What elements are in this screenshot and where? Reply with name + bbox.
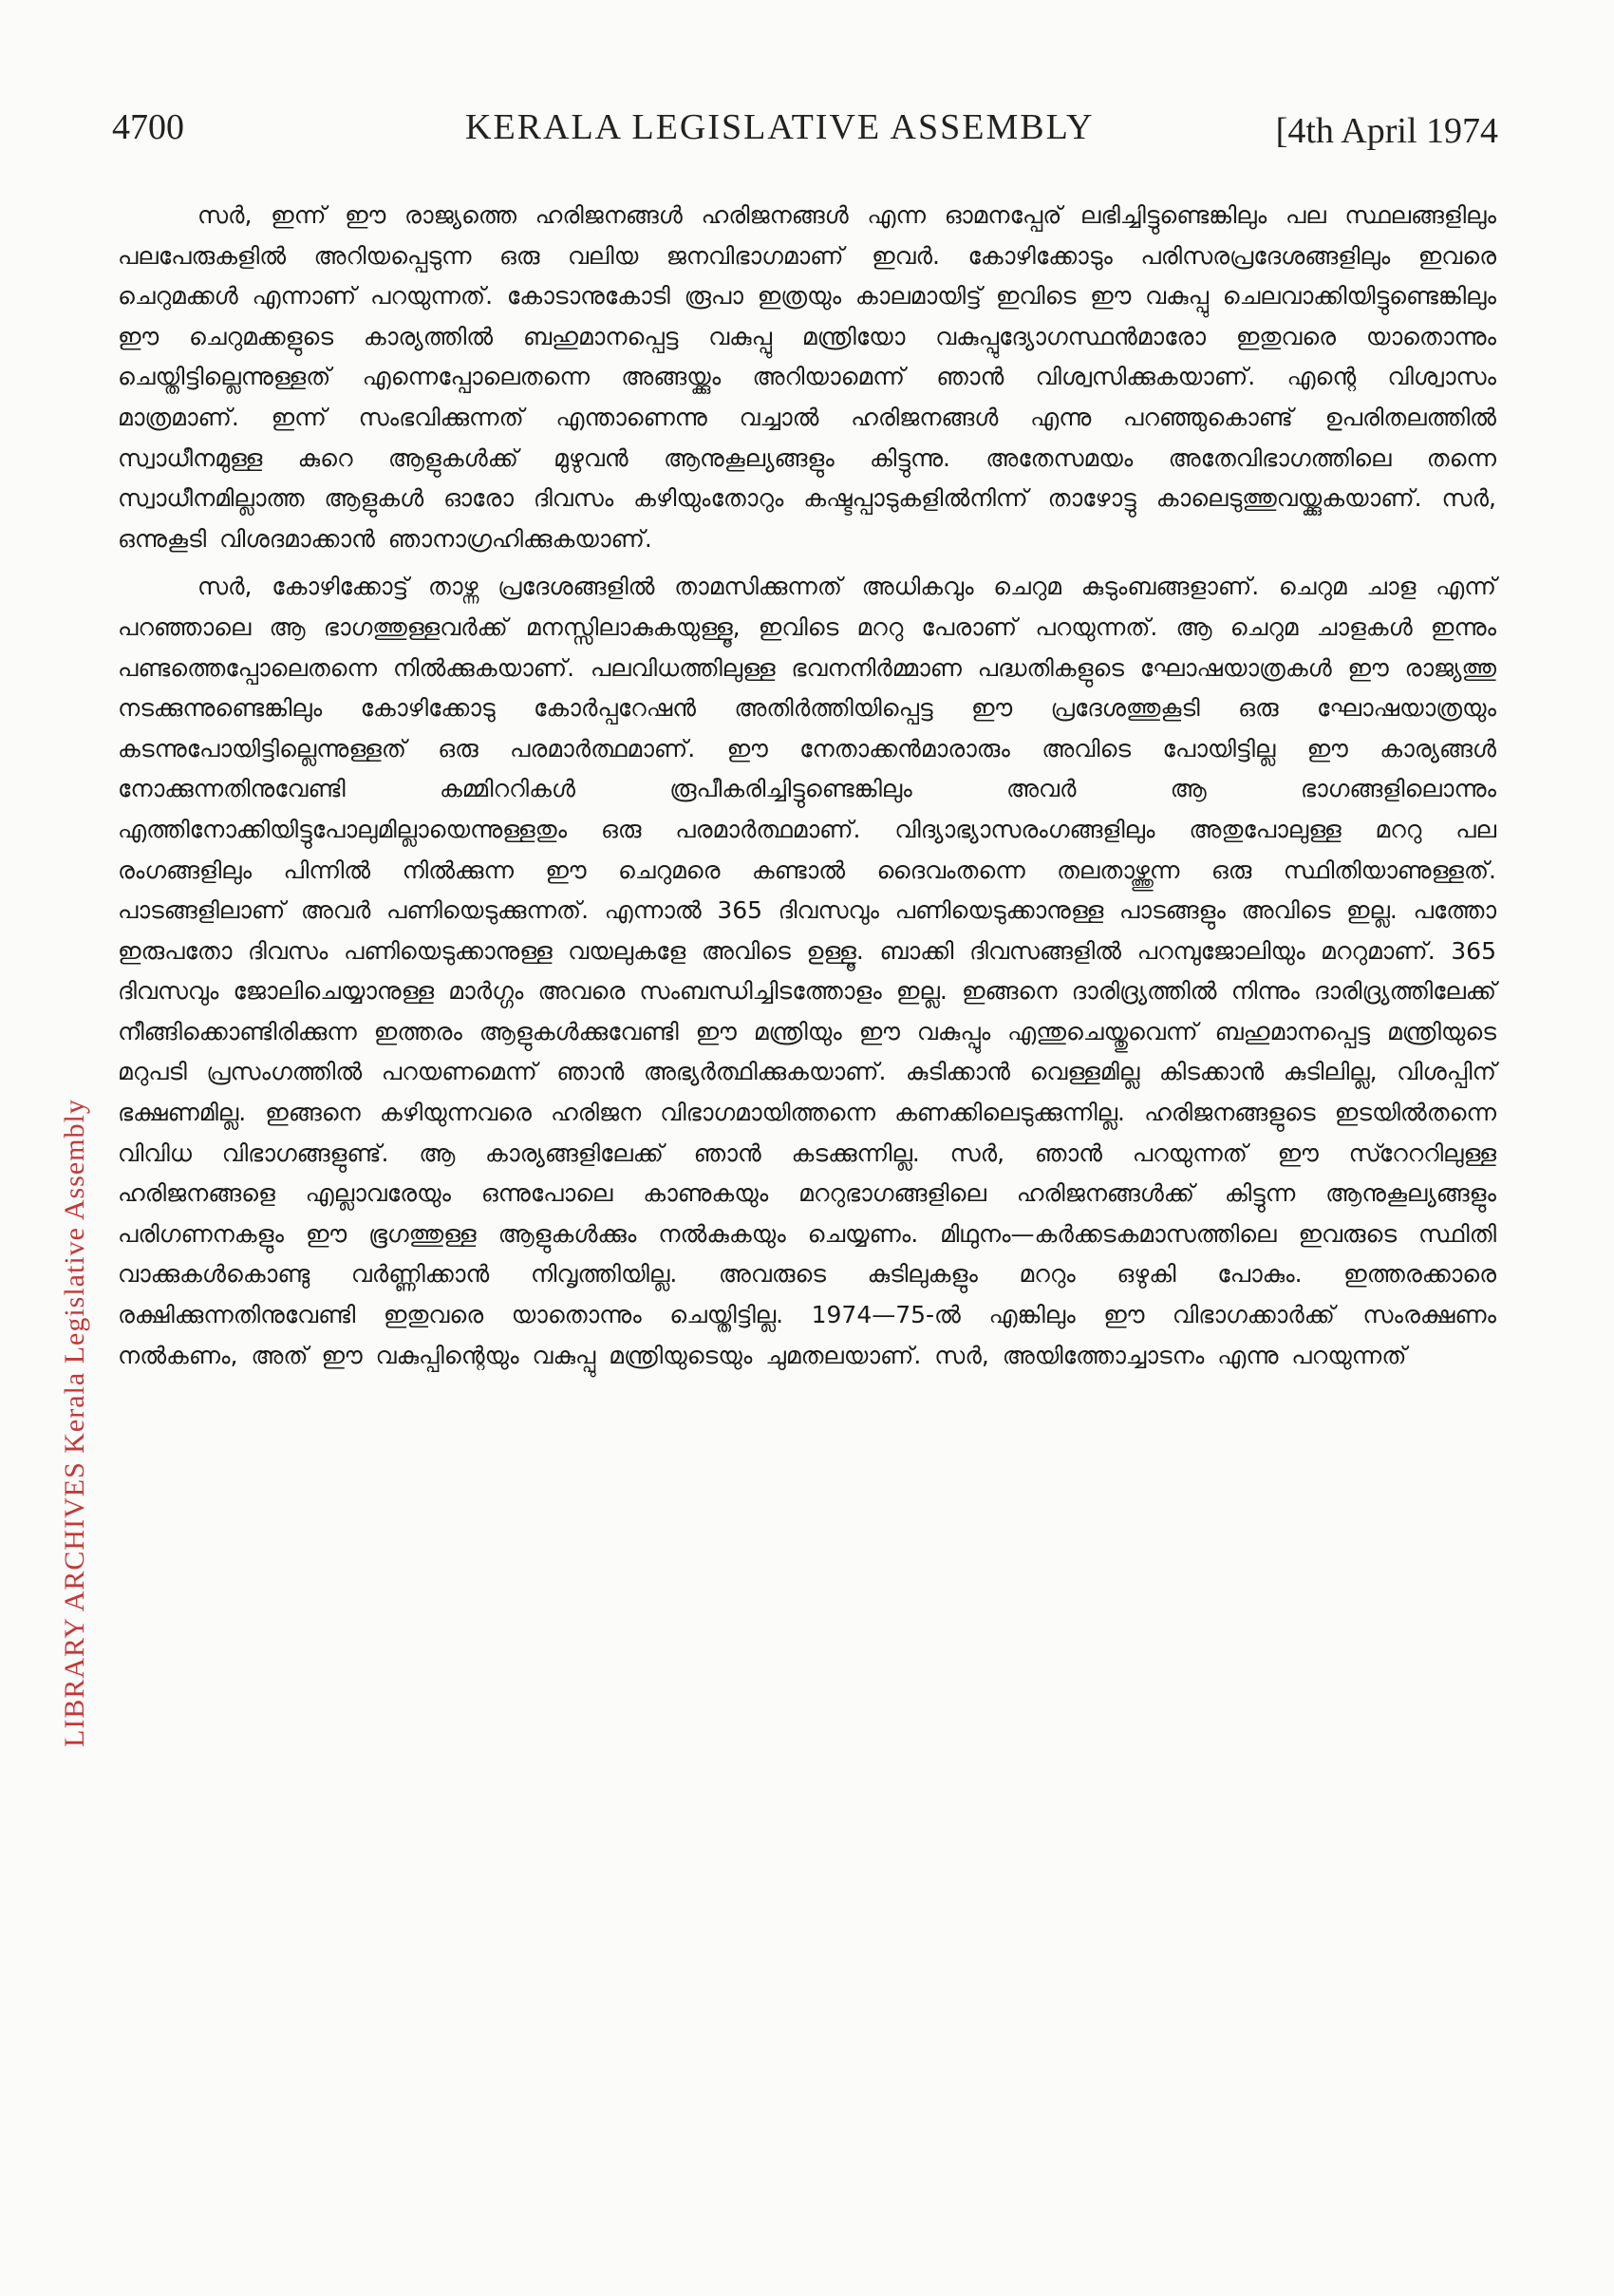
- archive-watermark: LIBRARY ARCHIVES Kerala Legislative Assembly: [59, 1099, 90, 1747]
- page-header: [112, 106, 1498, 163]
- page-number: 4700: [112, 107, 184, 147]
- running-title: KERALA LEGISLATIVE ASSEMBLY: [465, 107, 1095, 147]
- header-date: [4th April 1974: [1275, 111, 1498, 151]
- paragraph-1: സർ, ഇന്ന് ഈ രാജ്യത്തെ ഹരിജനങ്ങൾ ഹരിജനങ്ങൾ എന്ന ഓമനപ്പേര് ലഭിച്ചിട്ടുണ്ടെങ്കിലും പല സ്ഥലങ്ങളിലും പലപേരുകളിൽ അറിയപ്പെടുന്ന ഒരു വലിയ ജനവിഭാഗമാണ് ഇവർ. കോഴിക്കോടും പരിസരപ്രദേശങ്ങളിലും ഇവരെ ചെറുമക്കൾ എന്നാണ് പറയുന്നത്. കോടാനുകോടി രൂപാ ഇത്രയും കാലമായിട്ട് ഇവിടെ ഈ വകുപ്പു ചെലവാക്കിയിട്ടുണ്ടെങ്കിലും ഈ ചെറുമക്കളുടെ കാര്യത്തിൽ ബഹുമാനപ്പെട്ട വകുപ്പു മന്ത്രിയോ വകുപ്പുദ്യോഗസ്ഥൻമാരോ ഇതുവരെ യാതൊന്നും ചെയ്തിട്ടില്ലെന്നുള്ളത് എന്നെപ്പോലെതന്നെ അങ്ങയ്ക്കും അറിയാമെന്ന് ഞാൻ വിശ്വസിക്കുകയാണ്. എന്റെ വിശ്വാസം മാത്രമാണ്. ഇന്ന് സംഭവിക്കുന്നത് എന്താണെന്നു വച്ചാൽ ഹരിജനങ്ങൾ എന്നു പറഞ്ഞുകൊണ്ട് ഉപരിതലത്തിൽ സ്വാധീനമുള്ള കുറെ ആളുകൾക്ക് മുഴുവൻ ആനുകൂല്യങ്ങളും കിട്ടുന്നു. അതേസമയം അതേവിഭാഗത്തിലെ തന്നെ സ്വാധീനമില്ലാത്ത ആളുകൾ ഓരോ ദിവസം കഴിയുംതോറും കഷ്ടപ്പാടുകളിൽനിന്ന് താഴോട്ടു കാലെടുത്തുവയ്ക്കുകയാണ്. സർ, ഒന്നുകൂടി വിശദമാക്കാൻ ഞാനാഗ്രഹിക്കുകയാണ്.: [118, 201, 1496, 553]
- document-body: [118, 196, 1496, 1376]
- paragraph-2: സർ, കോഴിക്കോട്ട് താഴ്ന്ന പ്രദേശങ്ങളിൽ താമസിക്കുന്നത് അധികവും ചെറുമ കുടുംബങ്ങളാണ്. ചെറുമ ചാള എന്ന് പറഞ്ഞാലെ ആ ഭാഗത്തുള്ളവർക്ക് മനസ്സിലാകുകയുള്ളൂ, ഇവിടെ മററു പേരാണ് പറയുന്നത്. ആ ചെറുമ ചാളകൾ ഇന്നും പണ്ടത്തെപ്പോലെതന്നെ നിൽക്കുകയാണ്. പലവിധത്തിലുള്ള ഭവനനിർമ്മാണ പദ്ധതികളുടെ ഘോഷയാത്രകൾ ഈ രാജ്യത്തു നടക്കുന്നുണ്ടെങ്കിലും കോഴിക്കോടു കോർപ്പറേഷൻ അതിർത്തിയിപ്പെട്ട ഈ പ്രദേശത്തുകൂടി ഒരു ഘോഷയാത്രയും കടന്നുപോയിട്ടില്ലെന്നുള്ളത് ഒരു പരമാർത്ഥമാണ്. ഈ നേതാക്കൻമാരാരും അവിടെ പോയിട്ടില്ല ഈ കാര്യങ്ങൾ നോക്കുന്നതിനുവേണ്ടി കമ്മിററികൾ രൂപീകരിച്ചിട്ടുണ്ടെങ്കിലും അവർ ആ ഭാഗങ്ങളിലൊന്നും എത്തിനോക്കിയിട്ടുപോലുമില്ലായെന്നുള്ളതും ഒരു പരമാർത്ഥമാണ്. വിദ്യാഭ്യാസരംഗങ്ങളിലും അതുപോലുള്ള മററു പല രംഗങ്ങളിലും പിന്നിൽ നിൽക്കുന്ന ഈ ചെറുമരെ കണ്ടാൽ ദൈവംതന്നെ തലതാഴ്ത്തുന്ന ഒരു സ്ഥിതിയാണുള്ളത്. പാടങ്ങളിലാണ് അവർ പണിയെടുക്കുന്നത്. എന്നാൽ 365 ദിവസവും പണിയെടുക്കാനുള്ള പാടങ്ങളും അവിടെ ഇല്ല. പത്തോ ഇരുപതോ ദിവസം പണിയെടുക്കാനുള്ള വയലുകളേ അവിടെ ഉള്ളൂ. ബാക്കി ദിവസങ്ങളിൽ പറമ്പുജോലിയും മററുമാണ്. 365 ദിവസവും ജോലിചെയ്യാനുള്ള മാർഗ്ഗം അവരെ സംബന്ധിച്ചിടത്തോളം ഇല്ല. ഇങ്ങനെ ദാരിദ്ര്യത്തിൽ നിന്നും ദാരിദ്ര്യത്തിലേക്ക് നീങ്ങിക്കൊണ്ടിരിക്കുന്ന ഇത്തരം ആളുകൾക്കുവേണ്ടി ഈ മന്ത്രിയും ഈ വകുപ്പും എന്തുചെയ്തുവെന്ന് ബഹുമാനപ്പെട്ട മന്ത്രിയുടെ മറുപടി പ്രസംഗത്തിൽ പറയണമെന്ന് ഞാൻ അഭ്യർത്ഥിക്കുകയാണ്. കുടിക്കാൻ വെള്ളമില്ല കിടക്കാൻ കുടിലില്ല, വിശപ്പിന് ഭക്ഷണമില്ല. ഇങ്ങനെ കഴിയുന്നവരെ ഹരിജന വിഭാഗമായിത്തന്നെ കണക്കിലെടുക്കുന്നില്ല. ഹരിജനങ്ങളുടെ ഇടയിൽതന്നെ വിവിധ വിഭാഗങ്ങളുണ്ട്. ആ കാര്യങ്ങളിലേക്ക് ഞാൻ കടക്കുന്നില്ല. സർ, ഞാൻ പറയുന്നത് ഈ സ്റേററിലുള്ള ഹരിജനങ്ങളെ എല്ലാവരേയും ഒന്നുപോലെ കാണുകയും മററുഭാഗങ്ങളിലെ ഹരിജനങ്ങൾക്ക് കിട്ടുന്ന ആനുകൂല്യങ്ങളും പരിഗണനകളും ഈ ഭൂഗത്തുള്ള ആളുകൾക്കും നൽകുകയും ചെയ്യണം. മിഥുനം—കർക്കടകമാസത്തിലെ ഇവരുടെ സ്ഥിതി വാക്കുകൾകൊണ്ടു വർണ്ണിക്കാൻ നിവൃത്തിയില്ല. അവരുടെ കുടിലുകളും മററും ഒഴുകി പോകും. ഇത്തരക്കാരെ രക്ഷിക്കുന്നതിനുവേണ്ടി ഇതുവരെ യാതൊന്നും ചെയ്തിട്ടില്ല. 1974—75-ൽ എങ്കിലും ഈ വിഭാഗക്കാർക്ക് സംരക്ഷണം നൽകണം, അത് ഈ വകുപ്പിന്റെയും വകുപ്പു മന്ത്രിയുടെയും ചുമതലയാണ്. സർ, അയിത്തോച്ചാടനം എന്നു പറയുന്നത്: [118, 573, 1496, 1369]
